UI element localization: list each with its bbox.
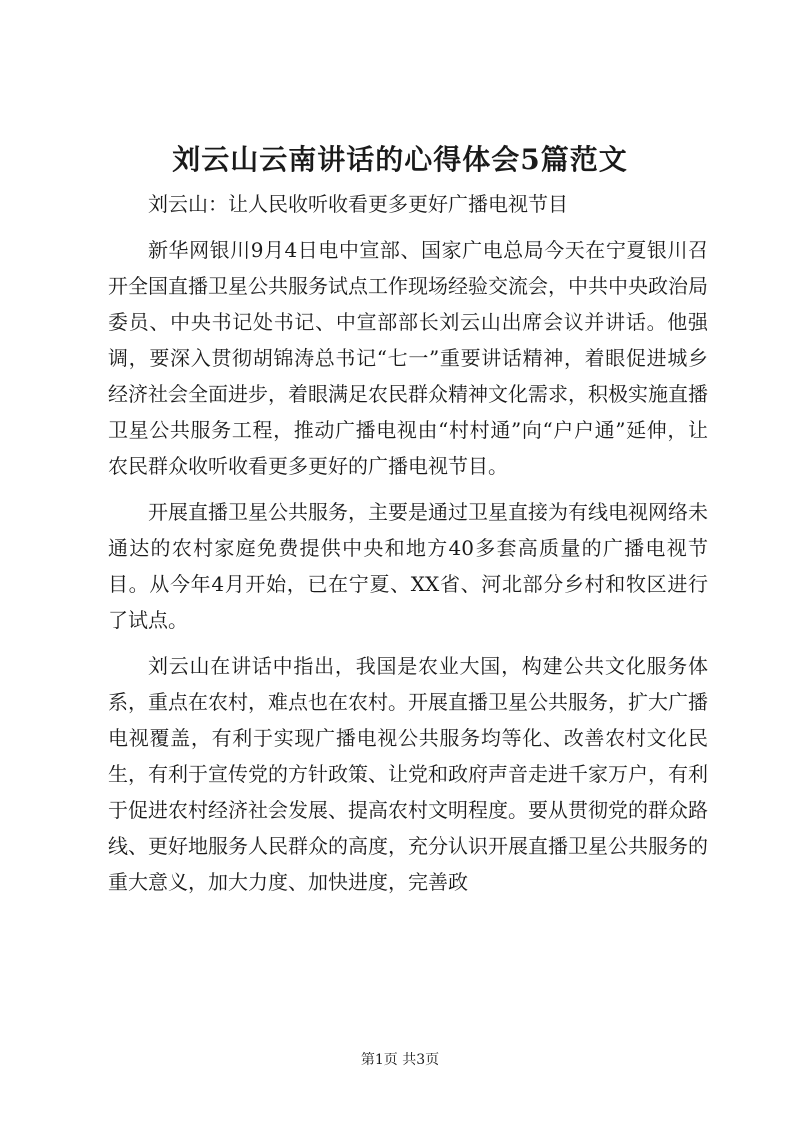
paragraph: 新华网银川9月4日电中宣部、国家广电总局今天在宁夏银川召开全国直播卫星公共服务试点工作现场经验交流会，中共中央政治局委员、中央书记处书记、中宣部部长刘云山出席会议并讲话。他强调，要深入贯彻胡锦涛总书记“七一”重要讲话精神，着眼促进城乡经济社会全面进步，着眼满足农民群众精神文化需求，积极实施直播卫星公共服务工程，推动广播电视由“村村通”向“户户通”延伸，让农民群众收听收看更多更好的广播电视节目。 xyxy=(108,238,708,478)
paragraph-subtitle: 刘云山：让人民收听收看更多更好广播电视节目 xyxy=(148,192,568,216)
paragraph: 刘云山在讲话中指出，我国是农业大国，构建公共文化服务体系，重点在农村，难点也在农村。开展直播卫星公共服务，扩大广播电视覆盖，有利于实现广播电视公共服务均等化、改善农村文化民生，有利于宣传党的方针政策、让党和政府声音走进千家万户，有利于促进农村经济社会发展、提高农村文明程度。要从贯彻党的群众路线、更好地服务人民群众的高度，充分认识开展直播卫星公共服务的重大意义，加大力度、加快进度，完善政 xyxy=(108,654,708,894)
page-number-footer: 第1页 共3页 xyxy=(360,1052,440,1068)
paragraph: 开展直播卫星公共服务，主要是通过卫星直接为有线电视网络未通达的农村家庭免费提供中央和地方40多套高质量的广播电视节目。从今年4月开始，已在宁夏、XX省、河北部分乡村和牧区进行了试点。 xyxy=(108,500,708,632)
document-title: 刘云山云南讲话的心得体会5篇范文 xyxy=(172,143,628,176)
document-body xyxy=(108,186,708,900)
